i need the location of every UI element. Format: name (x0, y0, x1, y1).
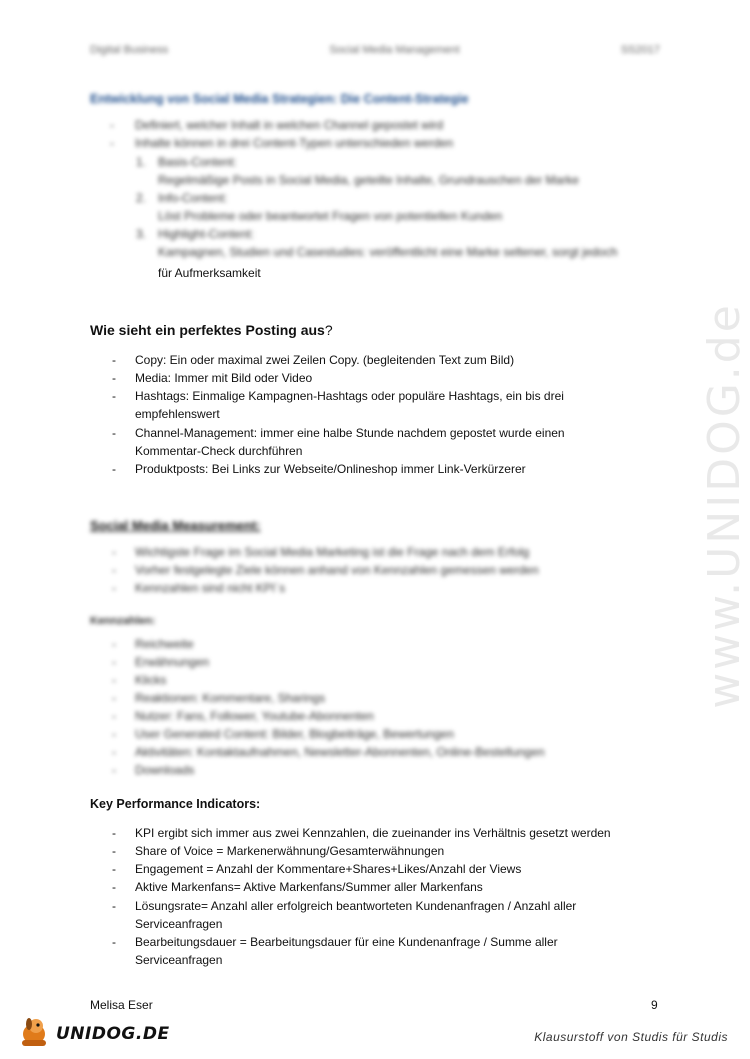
posting-list: - Copy: Ein oder maximal zwei Zeilen Copy. (begleitenden Text zum Bild) - Media: Immer mit Bild oder Video - Hashtags: Einmalige Kampagnen-Hashtags oder populäre Hashtags, ein bis drei empfehlenswert - Channel-Management: immer eine halbe Stunde nachdem gepostet wurde einen Kommentar-Check durchführen - Produktposts: Bei Links zur Webseite/Onlineshop immer Link-Verkürzerer (112, 353, 565, 476)
list-item: Share of Voice = Markenerwähnung/Gesamterwähnungen (135, 844, 445, 858)
footer-author: Melisa Eser (90, 998, 153, 1012)
kpi-list: - KPI ergibt sich immer aus zwei Kennzahlen, die zueinander ins Verhältnis gesetzt werden - Share of Voice = Markenerwähnung/Gesamterwähnungen - Engagement = Anzahl der Kommentare+Shares+Likes/Anzahl der Views - Aktive Markenfans= Aktive Markenfans/Summer aller Markenfans - Lösungsrate= Anzahl aller erfolgreich beantworteten Kundenanfragen / Anzahl aller Serviceanfragen - Bearbeitungsdauer = Bearbeitungsdauer für eine Kundenanfrage / Summe aller Serviceanfragen (112, 826, 611, 967)
list-item: Channel-Management: immer eine halbe Stunde nachdem gepostet wurde einen (135, 426, 565, 440)
footer-tagline: Klausurstoff von Studis für Studis (534, 1030, 728, 1044)
list-item: User Generated Content: Bilder, Blogbeiträge, Bewertungen (135, 727, 454, 741)
list-item: Reaktionen: Kommentare, Sharings (135, 691, 326, 705)
list-item: Klicks (135, 673, 167, 687)
page-number: 9 (651, 998, 658, 1012)
list-item: Kampagnen, Studien und Casestudies: veröffentlicht eine Marke seltener, sorgt jedoch (158, 245, 618, 259)
watermark: www.UNIDOG.de (698, 301, 750, 709)
list-item: Wichtigste Frage im Social Media Marketing ist die Frage nach dem Erfolg (135, 545, 530, 559)
section-posting (90, 322, 333, 338)
header-left: Digital Business (90, 44, 169, 56)
list-item: Reichweite (135, 637, 194, 651)
list-item: Aktivitäten: Kontaktaufnahmen, Newsletter-Abonnenten, Online-Bestellungen (135, 745, 545, 759)
list-item-continuation: empfehlenswert (135, 407, 220, 421)
list-item: Definiert, welcher Inhalt in welchen Channel gepostet wird (135, 118, 444, 132)
section-heading-kpi: Key Performance Indicators: (90, 797, 261, 811)
list-item: Basis-Content: (158, 155, 237, 169)
list-item: Regelmäßige Posts in Social Media, geteilte Inhalte, Grundrauschen der Marke (158, 173, 579, 187)
list-item-continuation: Kommentar-Check durchführen (135, 444, 303, 458)
list-item: Inhalte können in drei Content-Typen unterschieden werden (135, 136, 454, 150)
list-item: Hashtags: Einmalige Kampagnen-Hashtags oder populäre Hashtags, ein bis drei (135, 389, 564, 403)
list-item: Bearbeitungsdauer = Bearbeitungsdauer für eine Kundenanfrage / Summe aller (135, 935, 558, 949)
list-item: Nutzer: Fans, Follower, Youtube-Abonnenten (135, 709, 374, 723)
list-item: Engagement = Anzahl der Kommentare+Shares+Likes/Anzahl der Views (135, 862, 522, 876)
sub-heading: Kennzahlen: (90, 615, 156, 627)
list-item: Erwähnungen (135, 655, 210, 669)
header-center: Social Media Management (329, 44, 460, 56)
list-item: KPI ergibt sich immer aus zwei Kennzahlen, die zueinander ins Verhältnis gesetzt werden (135, 826, 611, 840)
list-item-continuation: Serviceanfragen (135, 917, 223, 931)
header-right: SS2017 (620, 44, 660, 56)
list-item: Lösungsrate= Anzahl aller erfolgreich beantworteten Kundenanfragen / Anzahl aller (135, 899, 577, 913)
list-item: Löst Probleme oder beantwortet Fragen von potentiellen Kunden (158, 209, 503, 223)
unidog-logo (18, 1012, 170, 1050)
list-item-continuation: für Aufmerksamkeit (158, 266, 261, 280)
section-title: Entwicklung von Social Media Strategien: Die Content-Strategie (90, 92, 469, 106)
list-item: Info-Content: (158, 191, 228, 205)
list-item: Aktive Markenfans= Aktive Markenfans/Summer aller Markenfans (135, 880, 483, 894)
list-item: Vorher festgelegte Ziele können anhand von Kennzahlen gemessen werden (135, 563, 539, 577)
page-header (90, 44, 660, 56)
list-item: Produktposts: Bei Links zur Webseite/Onlineshop immer Link-Verkürzerer (135, 462, 526, 476)
list-item: Kennzahlen sind nicht KPI´s (135, 581, 286, 595)
section-content-strategy: Entwicklung von Social Media Strategien: Die Content-Strategie - Definiert, welcher Inhalt in welchen Channel gepostet wird - Inhalte können in drei Content-Typen unterschieden werden 1. Basis-Content: Regelmäßige Posts in Social Media, geteilte Inhalte, Grundrauschen der Marke 2. Info-Content: Löst Probleme oder beantwortet Fragen von potentiellen Kunden 3. Highlight-Content: Kampagnen, Studien und Casestudies: veröffentlicht eine Marke seltener, sorgt jedoch (90, 92, 690, 276)
section-heading: Social Media Measurement: (90, 518, 261, 533)
section-measurement: Social Media Measurement: - Wichtigste Frage im Social Media Marketing ist die Frage nach dem Erfolg - Vorher festgelegte Ziele können anhand von Kennzahlen gemessen werden - Kennzahlen sind nicht KPI´s Kennzahlen: - Reichweite - Erwähnungen - Klicks - Reaktionen: Kommentare, Sharings - Nutzer: Fans, Follower, Youtube-Abonnenten - User Generated Content: Bilder, Blogbeiträge, Bewertungen - Aktivitäten: Kontaktaufnahmen, Newsletter-Abonnenten, Online-Bestellungen - Downloads (90, 518, 690, 785)
list-item: Highlight-Content: (158, 227, 255, 241)
list-item: Media: Immer mit Bild oder Video (135, 371, 313, 385)
section-heading: Wie sieht ein perfektes Posting aus? (90, 322, 333, 338)
list-item-continuation: Serviceanfragen (135, 953, 223, 967)
list-item: Downloads (135, 763, 195, 777)
list-item: Copy: Ein oder maximal zwei Zeilen Copy. (begleitenden Text zum Bild) (135, 353, 515, 367)
logo-text: UNIDOG.DE (56, 1024, 170, 1044)
